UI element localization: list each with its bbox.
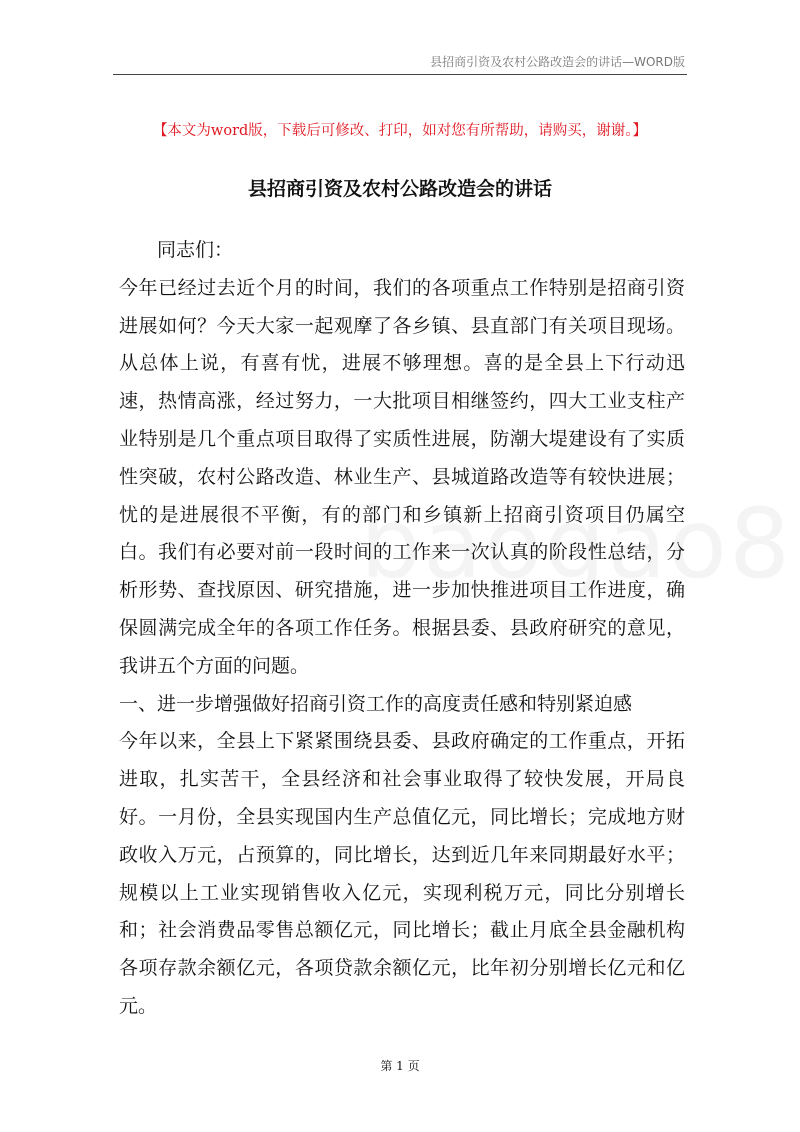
document-title: 县招商引资及农村公路改造会的讲话 — [247, 178, 552, 200]
salutation: 同志们： — [157, 239, 234, 261]
body-paragraph: 今年以来，全县上下紧紧围绕县委、县政府确定的工作重点，开拓进取，扎实苦干，全县经济和社会事业取得了较快发展，开局良好。一月份，全县实现国内生产总值亿元，同比增长；完成地方财政收入万元，占预算的，同比增长，达到近几年来同期最好水平；规模以上工业实现销售收入亿元，实现利税万元，同比分别增长和；社会消费品零售总额亿元，同比增长；截止月底全县金融机构各项存款余额亿元，各项贷款余额亿元，比年初分别增长亿元和亿元。 — [119, 730, 685, 1017]
body-paragraph: 今年已经过去近个月的时间，我们的各项重点工作特别是招商引资进展如何？今天大家一起观摩了各乡镇、县直部门有关项目现场。从总体上说，有喜有忧，进展不够理想。喜的是全县上下行动迅速，热情高涨，经过努力，一大批项目相继签约，四大工业支柱产业特别是几个重点项目取得了实质性进展，防潮大堤建设有了实质性突破，农村公路改造、林业生产、县城道路改造等有较快进展；忧的是进展很不平衡，有的部门和乡镇新上招商引资项目仍属空白。我们有必要对前一段时间的工作来一次认真的阶段性总结，分析形势、查找原因、研究措施，进一步加快推进项目工作进度，确保圆满完成全年的各项工作任务。根据县委、县政府研究的意见，我讲五个方面的问题。 — [119, 276, 685, 677]
document-body — [119, 232, 685, 1026]
purchase-notice: 【本文为word版，下载后可修改、打印，如对您有所帮助，请购买，谢谢。】 — [152, 123, 648, 139]
section-heading: 一、进一步增强做好招商引资工作的高度责任感和特别紧迫感 — [119, 692, 633, 715]
header-divider — [113, 74, 687, 75]
page-number: 第 1 页 — [380, 1059, 420, 1073]
running-header: 县招商引资及农村公路改造会的讲话—WORD版 — [430, 55, 685, 69]
